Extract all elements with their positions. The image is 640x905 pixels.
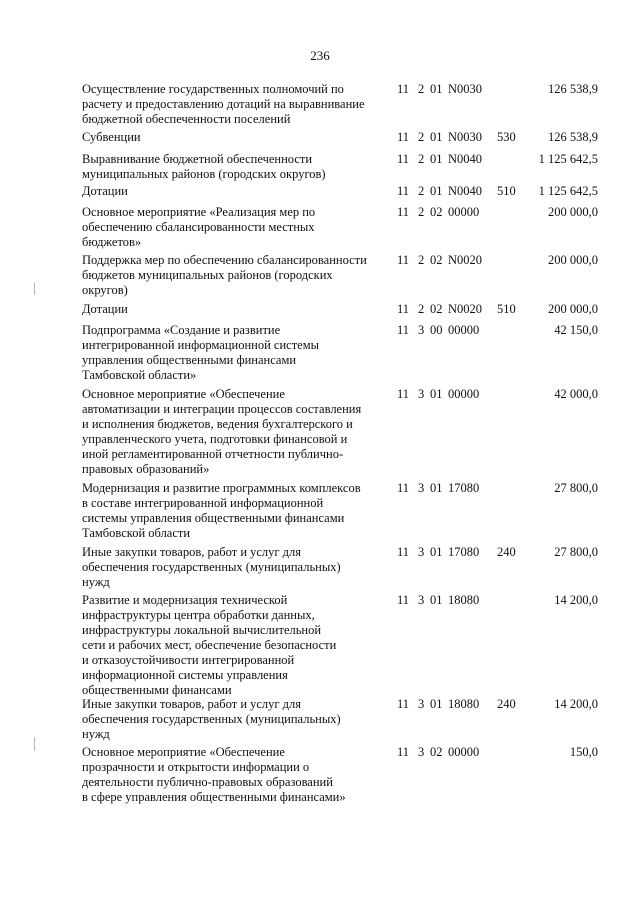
code-program: 11 [397,545,410,559]
row-name-line: в составе интегрированной информационной [82,496,324,510]
row-amount: 1 125 642,5 [538,184,598,198]
code-direction: 17080 [448,481,480,495]
row-name-line: нужд [82,727,110,741]
row-name [82,205,382,250]
row-name-line: Основное мероприятие «Обеспечение [82,745,285,759]
row-name-line: Поддержка мер по обеспечению сбалансированности [82,253,367,267]
code-activity: 02 [430,302,443,316]
code-direction: 18080 [448,697,480,711]
row-name-line: Осуществление государственных полномочий по [82,82,344,96]
code-direction: N0020 [448,253,483,267]
scan-margin-mark [34,283,35,295]
code-expense-type: 510 [497,302,516,316]
row-name-line: Тамбовской области [82,526,191,540]
row-name-line: Дотации [82,184,128,198]
row-name [82,481,382,541]
code-program: 11 [397,253,410,267]
row-name-line: Иные закупки товаров, работ и услуг для [82,545,302,559]
code-program: 11 [397,130,410,144]
row-name-line: общественными финансами [82,683,232,697]
code-subprogram: 2 [418,253,425,267]
page-number: 236 [310,48,330,63]
code-direction: N0020 [448,302,483,316]
row-name-line: управленческого учета, подготовки финансовой и [82,432,348,446]
row-name-line: Дотации [82,302,128,316]
code-activity: 01 [430,387,443,401]
code-subprogram: 3 [418,697,425,711]
scan-margin-mark [34,737,35,751]
row-name-line: Основное мероприятие «Реализация мер по [82,205,316,219]
row-name-line: системы управления общественными финансами [82,511,345,525]
row-name [82,302,382,317]
row-name [82,545,382,590]
code-activity: 02 [430,745,443,759]
row-name-line: управления общественными финансами [82,353,297,367]
code-direction: 00000 [448,387,480,401]
row-name-line: инфраструктуры локальной вычислительной [82,623,322,637]
row-name-line: расчету и предоставлению дотаций на выравнивание [82,97,365,111]
row-name [82,697,382,742]
row-name [82,387,382,477]
row-amount: 200 000,0 [548,205,598,219]
code-subprogram: 3 [418,745,425,759]
code-activity: 01 [430,593,443,607]
code-expense-type: 530 [497,130,516,144]
code-activity: 01 [430,82,443,96]
code-activity: 01 [430,184,443,198]
code-subprogram: 2 [418,130,425,144]
code-program: 11 [397,152,410,166]
row-name-line: Субвенции [82,130,141,144]
row-name-line: информационной системы управления [82,668,288,682]
row-name [82,82,382,127]
code-subprogram: 3 [418,593,425,607]
row-name-line: деятельности публично-правовых образований [82,775,333,789]
code-activity: 01 [430,130,443,144]
row-name-line: автоматизации и интеграции процессов составления [82,402,362,416]
row-name-line: Развитие и модернизация технической [82,593,288,607]
row-name-line: сети и рабочих мест, обеспечение безопасности [82,638,337,652]
row-name-line: обеспечению сбалансированности местных [82,220,315,234]
row-name-line: Модернизация и развитие программных комплексов [82,481,361,495]
row-name [82,130,382,145]
code-program: 11 [397,82,410,96]
row-name-line: Основное мероприятие «Обеспечение [82,387,285,401]
code-subprogram: 2 [418,184,425,198]
code-activity: 01 [430,697,443,711]
code-direction: N0040 [448,184,483,198]
code-direction: 00000 [448,745,480,759]
row-amount: 14 200,0 [554,593,598,607]
code-subprogram: 2 [418,302,425,316]
row-amount: 200 000,0 [548,253,598,267]
row-name-line: иной регламентированной отчетности публично- [82,447,344,461]
code-expense-type: 240 [497,697,516,711]
code-direction: 00000 [448,323,480,337]
row-name [82,152,382,182]
code-activity: 01 [430,481,443,495]
row-name-line: и отказоустойчивости интегрированной [82,653,295,667]
code-program: 11 [397,205,410,219]
row-name-line: в сфере управления общественными финансами» [82,790,346,804]
code-subprogram: 3 [418,545,425,559]
code-activity: 01 [430,152,443,166]
code-program: 11 [397,697,410,711]
row-name-line: интегрированной информационной системы [82,338,320,352]
row-name-line: обеспечения государственных (муниципальных) [82,712,341,726]
row-name-line: Выравнивание бюджетной обеспеченности [82,152,313,166]
code-program: 11 [397,323,410,337]
code-expense-type: 240 [497,545,516,559]
row-name [82,253,382,298]
row-name-line: Подпрограмма «Создание и развитие [82,323,281,337]
row-name-line: бюджетов муниципальных районов (городских [82,268,333,282]
row-amount: 27 800,0 [554,545,598,559]
code-direction: N0030 [448,130,483,144]
row-amount: 1 125 642,5 [538,152,598,166]
code-subprogram: 3 [418,323,425,337]
row-name-line: муниципальных районов (городских округов) [82,167,326,181]
row-amount: 14 200,0 [554,697,598,711]
row-amount: 42 150,0 [554,323,598,337]
code-subprogram: 2 [418,82,425,96]
code-direction: 18080 [448,593,480,607]
code-direction: 17080 [448,545,480,559]
row-name-line: правовых образований» [82,462,210,476]
code-subprogram: 3 [418,481,425,495]
code-activity: 00 [430,323,443,337]
code-direction: 00000 [448,205,480,219]
row-name-line: прозрачности и открытости информации о [82,760,310,774]
row-amount: 42 000,0 [554,387,598,401]
code-activity: 02 [430,205,443,219]
row-name [82,745,382,805]
code-activity: 02 [430,253,443,267]
code-subprogram: 3 [418,387,425,401]
row-name-line: и исполнения бюджетов, ведения бухгалтерского и [82,417,353,431]
code-subprogram: 2 [418,205,425,219]
row-name-line: Иные закупки товаров, работ и услуг для [82,697,302,711]
row-name-line: нужд [82,575,110,589]
row-name-line: бюджетной обеспеченности поселений [82,112,291,126]
code-program: 11 [397,481,410,495]
row-name-line: Тамбовской области» [82,368,197,382]
row-name [82,593,382,698]
row-amount: 27 800,0 [554,481,598,495]
code-expense-type: 510 [497,184,516,198]
code-program: 11 [397,184,410,198]
code-direction: N0030 [448,82,483,96]
code-program: 11 [397,745,410,759]
code-subprogram: 2 [418,152,425,166]
row-amount: 150,0 [569,745,598,759]
row-name-line: бюджетов» [82,235,142,249]
row-name-line: инфраструктуры центра обработки данных, [82,608,315,622]
row-name-line: обеспечения государственных (муниципальных) [82,560,341,574]
code-direction: N0040 [448,152,483,166]
row-name [82,323,382,383]
row-amount: 126 538,9 [548,82,598,96]
code-program: 11 [397,593,410,607]
code-activity: 01 [430,545,443,559]
row-amount: 126 538,9 [548,130,598,144]
row-name [82,184,382,199]
code-program: 11 [397,387,410,401]
row-name-line: округов) [82,283,128,297]
row-amount: 200 000,0 [548,302,598,316]
code-program: 11 [397,302,410,316]
